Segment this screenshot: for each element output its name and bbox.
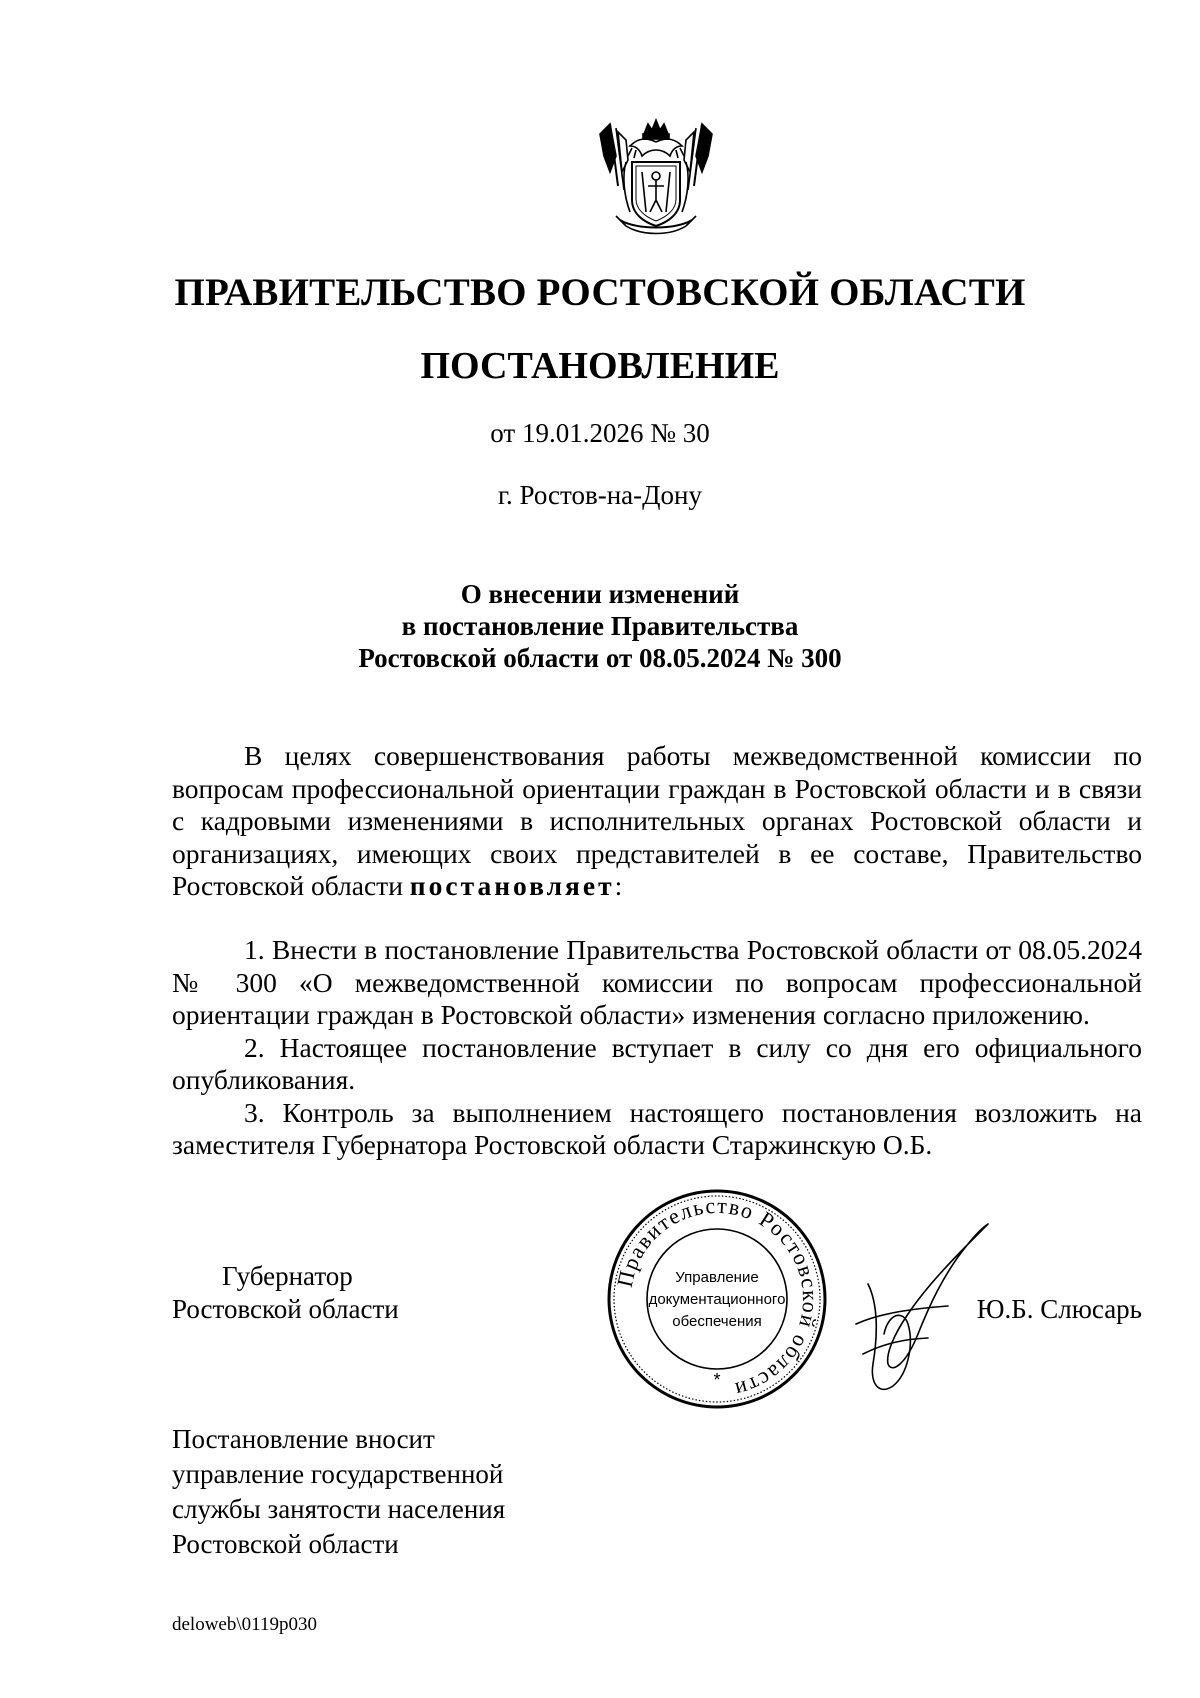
subject-line: Ростовской области от 08.05.2024 № 300: [358, 643, 842, 673]
decree-item: 1. Внести в постановление Правительства Ростовской области от 08.05.2024 № 300 «О межведомственной комиссии по вопросам профессиональной ориентации граждан в Ростовской области» изменения согласно приложению.: [172, 934, 1142, 1030]
submitter-line: Ростовской области: [172, 1529, 399, 1559]
stamp-inner-line: Управление: [675, 1269, 759, 1286]
official-stamp: [604, 1186, 830, 1412]
submitter-line: Постановление вносит: [172, 1424, 435, 1454]
subject-line: в постановление Правительства: [401, 611, 799, 641]
stamp-inner-line: документационного: [648, 1291, 786, 1308]
decree-item: 3. Контроль за выполнением настоящего постановления возложить на заместителя Губернатора Ростовской области Старжинскую О.Б.: [172, 1096, 1142, 1160]
handwritten-signature: [848, 1214, 998, 1404]
document-subject: [0, 578, 1200, 674]
stamp-outer-text: Правительство Ростовской области: [611, 1192, 824, 1404]
position-line: Губернатор: [222, 1261, 353, 1291]
decree-item: 2. Настоящее постановление вступает в силу со дня его официального опубликования.: [172, 1031, 1142, 1095]
document-type-heading: ПОСТАНОВЛЕНИЕ: [420, 345, 780, 387]
stamp-star: *: [713, 1370, 721, 1390]
preamble-text: В целях совершенствования работы межведомственной комиссии по вопросам профессиональной ориентации граждан в Ростовской области и в связи с кадровыми изменениями в исполнительных органах Ростовской области и организациях, имеющих своих представителей в ее составе, Правительство Ростовской области: [172, 740, 1142, 901]
signatory-position: [172, 1260, 399, 1326]
stamp-inner-line: обеспечения: [672, 1313, 762, 1330]
signatory-name: Ю.Б. Слюсарь: [976, 1294, 1142, 1324]
submitter-note: [172, 1422, 505, 1562]
document-date-number: от 19.01.2026 № 30: [490, 418, 710, 448]
submitter-line: управление государственной: [172, 1459, 504, 1489]
decree-word: постановляет: [409, 870, 615, 901]
preamble-paragraph: [172, 740, 1142, 903]
subject-line: О внесении изменений: [460, 579, 740, 609]
organization-title: ПРАВИТЕЛЬСТВО РОСТОВСКОЙ ОБЛАСТИ: [174, 271, 1026, 314]
submitter-line: службы занятости населения: [172, 1494, 506, 1524]
coat-of-arms-emblem: [596, 116, 716, 240]
decree-colon: :: [614, 870, 623, 901]
decree-items: [172, 934, 1142, 1162]
document-city: г. Ростов-на-Дону: [497, 480, 702, 510]
position-line: Ростовской области: [172, 1294, 399, 1324]
registry-code: deloweb\0119p030: [172, 1614, 317, 1635]
